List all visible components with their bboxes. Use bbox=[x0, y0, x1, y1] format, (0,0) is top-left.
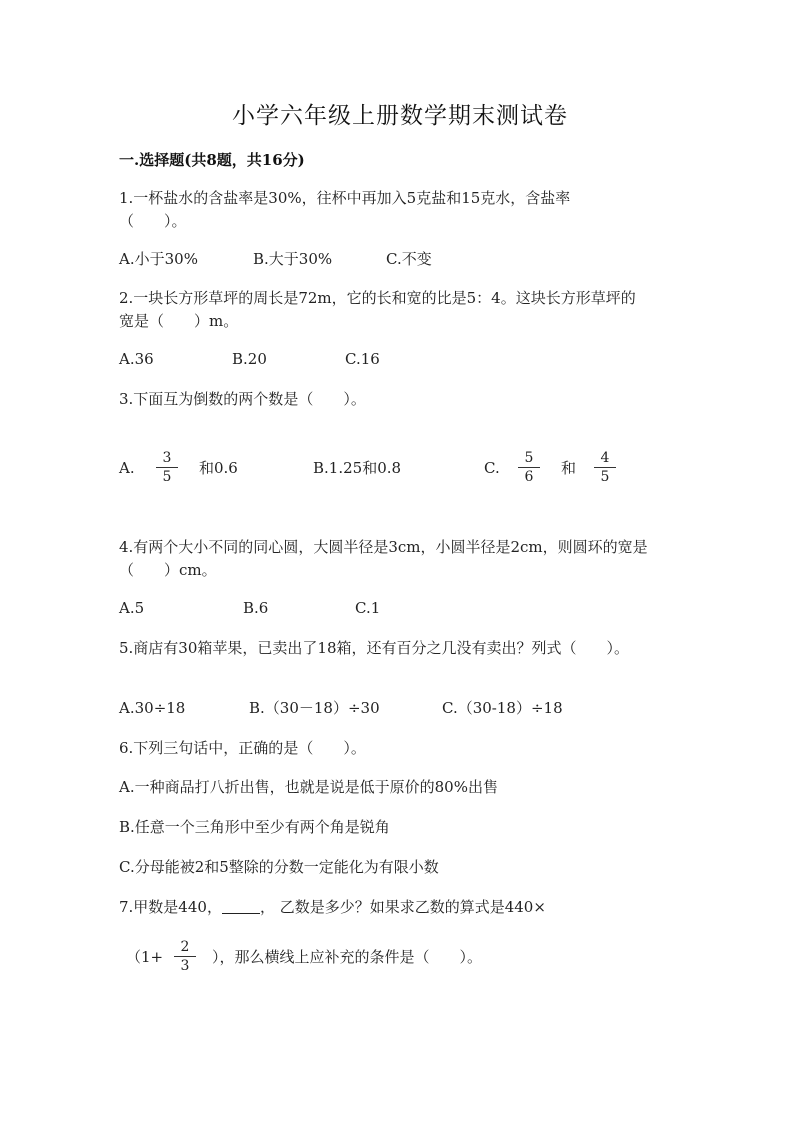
question-6-text: 6.下列三句话中，正确的是（ ）。 bbox=[119, 739, 366, 757]
fraction-numerator: 5 bbox=[518, 450, 540, 468]
question-4-option-c: C.1 bbox=[355, 599, 381, 617]
question-4-text: 4.有两个大小不同的同心圆，大圆半径是3cm，小圆半径是2cm，则圆环的宽是 bbox=[119, 538, 648, 556]
question-7-text bbox=[119, 897, 546, 917]
answer-blank bbox=[222, 899, 260, 914]
question-5-text: 5.商店有30箱苹果，已卖出了18箱，还有百分之几没有卖出？列式（ ）。 bbox=[119, 639, 629, 657]
fraction-numerator: 3 bbox=[156, 450, 178, 468]
page-title: 小学六年级上册数学期末测试卷 bbox=[232, 103, 568, 129]
question-2-text-cont: 宽是（ ）m。 bbox=[119, 312, 239, 330]
question-2-option-a: A.36 bbox=[119, 350, 154, 368]
question-7-fraction bbox=[174, 939, 196, 974]
question-3-option-a-fraction bbox=[156, 450, 178, 485]
question-7-text-end: ， 乙数是多少？如果求乙数的算式是440× bbox=[259, 898, 546, 916]
fraction-numerator: 2 bbox=[174, 939, 196, 957]
question-7-text-start: 7.甲数是440， bbox=[119, 898, 222, 916]
question-3-option-a-tail: 和0.6 bbox=[199, 459, 238, 477]
question-6-option-b: B.任意一个三角形中至少有两个角是锐角 bbox=[119, 818, 390, 836]
question-3-option-b: B.1.25和0.8 bbox=[313, 459, 402, 477]
question-2-text: 2.一块长方形草坪的周长是72m，它的长和宽的比是5：4。这块长方形草坪的 bbox=[119, 289, 636, 307]
question-3-text: 3.下面互为倒数的两个数是（ ）。 bbox=[119, 390, 366, 408]
section-heading: 一.选择题(共8题，共16分) bbox=[119, 151, 305, 169]
question-3-option-c-label: C. bbox=[484, 459, 500, 477]
question-4-option-b: B.6 bbox=[243, 599, 269, 617]
question-6-option-a: A.一种商品打八折出售，也就是说是低于原价的80%出售 bbox=[119, 778, 498, 796]
question-1-option-a: A.小于30% bbox=[119, 250, 198, 268]
question-1-text: 1.一杯盐水的含盐率是30%，往杯中再加入5克盐和15克水，含盐率 bbox=[119, 189, 571, 207]
question-3-option-c-fraction-1 bbox=[518, 450, 540, 485]
question-5-option-b: B.（30－18）÷30 bbox=[249, 699, 380, 717]
question-3-option-c-fraction-2 bbox=[594, 450, 616, 485]
question-2-option-b: B.20 bbox=[232, 350, 267, 368]
question-4-option-a: A.5 bbox=[119, 599, 145, 617]
question-1-option-b: B.大于30% bbox=[253, 250, 333, 268]
fraction-denominator: 3 bbox=[180, 958, 190, 974]
question-7-line2-start: （1+ bbox=[126, 948, 164, 966]
question-5-option-a: A.30÷18 bbox=[119, 699, 186, 717]
question-2-option-c: C.16 bbox=[345, 350, 380, 368]
fraction-denominator: 6 bbox=[524, 469, 534, 485]
question-4-text-cont: （ ）cm。 bbox=[119, 561, 217, 579]
question-1-option-c: C.不变 bbox=[386, 250, 432, 268]
question-6-option-c: C.分母能被2和5整除的分数一定能化为有限小数 bbox=[119, 858, 439, 876]
question-3-option-c-and: 和 bbox=[561, 459, 577, 477]
fraction-numerator: 4 bbox=[594, 450, 616, 468]
fraction-denominator: 5 bbox=[600, 469, 610, 485]
fraction-denominator: 5 bbox=[162, 469, 172, 485]
question-7-line2-end: ），那么横线上应补充的条件是（ ）。 bbox=[212, 948, 483, 966]
question-5-option-c: C.（30-18）÷18 bbox=[442, 699, 563, 717]
question-1-text-cont: （ ）。 bbox=[119, 212, 187, 230]
question-3-option-a-label: A. bbox=[119, 459, 135, 477]
